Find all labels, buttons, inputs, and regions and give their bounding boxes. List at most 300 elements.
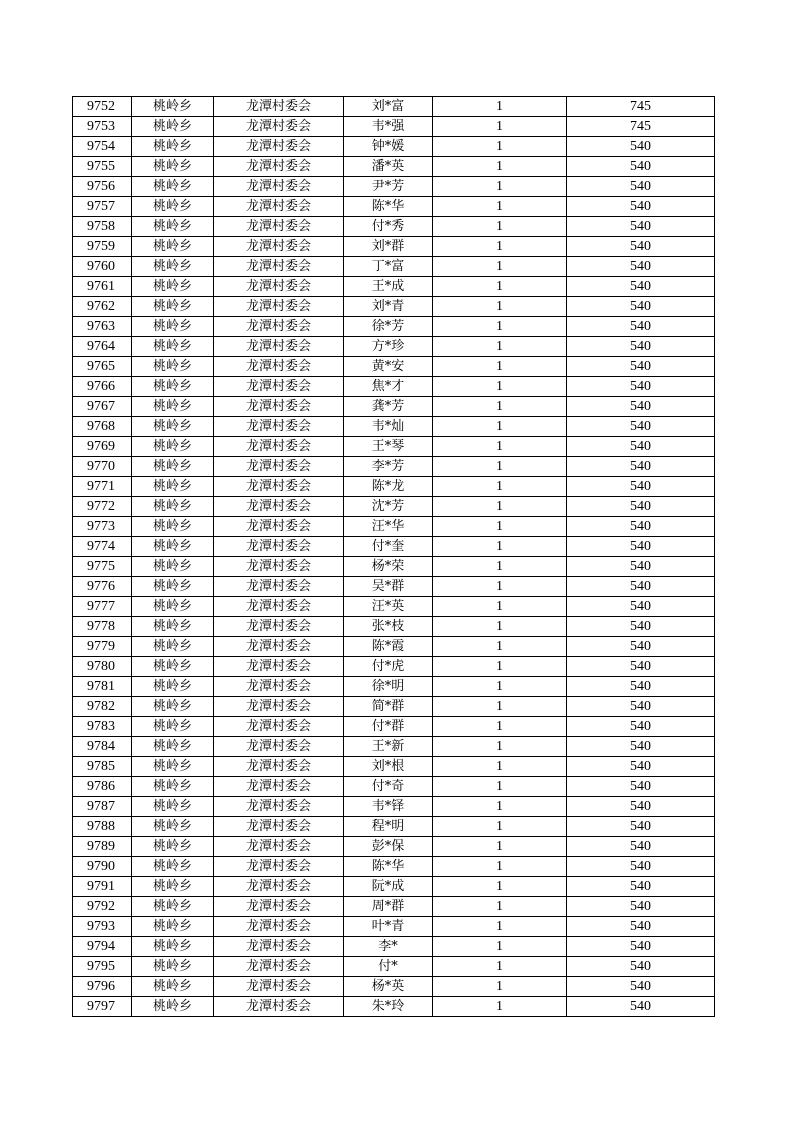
township-cell: 桃岭乡 [132, 937, 214, 957]
name-cell: 叶*青 [344, 917, 433, 937]
village-committee-cell: 龙潭村委会 [214, 197, 344, 217]
township-cell: 桃岭乡 [132, 977, 214, 997]
amount-cell: 540 [567, 357, 715, 377]
village-committee-cell: 龙潭村委会 [214, 697, 344, 717]
village-committee-cell: 龙潭村委会 [214, 777, 344, 797]
serial-number-cell: 9757 [73, 197, 132, 217]
serial-number-cell: 9756 [73, 177, 132, 197]
village-committee-cell: 龙潭村委会 [214, 157, 344, 177]
serial-number-cell: 9782 [73, 697, 132, 717]
count-cell: 1 [433, 397, 567, 417]
table-row [73, 257, 715, 277]
village-committee-cell: 龙潭村委会 [214, 297, 344, 317]
amount-cell: 540 [567, 737, 715, 757]
township-cell: 桃岭乡 [132, 377, 214, 397]
name-cell: 张*枝 [344, 617, 433, 637]
amount-cell: 540 [567, 697, 715, 717]
table-row [73, 397, 715, 417]
village-committee-cell: 龙潭村委会 [214, 377, 344, 397]
village-committee-cell: 龙潭村委会 [214, 317, 344, 337]
township-cell: 桃岭乡 [132, 197, 214, 217]
amount-cell: 540 [567, 877, 715, 897]
township-cell: 桃岭乡 [132, 657, 214, 677]
serial-number-cell: 9778 [73, 617, 132, 637]
amount-cell: 540 [567, 577, 715, 597]
count-cell: 1 [433, 717, 567, 737]
table-row [73, 97, 715, 117]
table-row [73, 377, 715, 397]
name-cell: 刘*根 [344, 757, 433, 777]
serial-number-cell: 9783 [73, 717, 132, 737]
count-cell: 1 [433, 237, 567, 257]
count-cell: 1 [433, 117, 567, 137]
amount-cell: 540 [567, 497, 715, 517]
village-committee-cell: 龙潭村委会 [214, 237, 344, 257]
amount-cell: 540 [567, 377, 715, 397]
table-row [73, 497, 715, 517]
name-cell: 陈*华 [344, 857, 433, 877]
amount-cell: 540 [567, 157, 715, 177]
village-committee-cell: 龙潭村委会 [214, 957, 344, 977]
table-row [73, 417, 715, 437]
count-cell: 1 [433, 777, 567, 797]
village-committee-cell: 龙潭村委会 [214, 857, 344, 877]
table-row [73, 457, 715, 477]
name-cell: 李*芳 [344, 457, 433, 477]
table-row [73, 937, 715, 957]
count-cell: 1 [433, 257, 567, 277]
township-cell: 桃岭乡 [132, 337, 214, 357]
table-row [73, 717, 715, 737]
count-cell: 1 [433, 557, 567, 577]
township-cell: 桃岭乡 [132, 677, 214, 697]
township-cell: 桃岭乡 [132, 737, 214, 757]
amount-cell: 745 [567, 117, 715, 137]
table-row [73, 677, 715, 697]
name-cell: 王*琴 [344, 437, 433, 457]
village-committee-cell: 龙潭村委会 [214, 817, 344, 837]
village-committee-cell: 龙潭村委会 [214, 397, 344, 417]
table-row [73, 137, 715, 157]
count-cell: 1 [433, 497, 567, 517]
table-row [73, 277, 715, 297]
township-cell: 桃岭乡 [132, 97, 214, 117]
name-cell: 龚*芳 [344, 397, 433, 417]
amount-cell: 540 [567, 857, 715, 877]
name-cell: 沈*芳 [344, 497, 433, 517]
serial-number-cell: 9754 [73, 137, 132, 157]
name-cell: 彭*保 [344, 837, 433, 857]
table-row [73, 997, 715, 1017]
township-cell: 桃岭乡 [132, 397, 214, 417]
serial-number-cell: 9755 [73, 157, 132, 177]
name-cell: 韦*铎 [344, 797, 433, 817]
table-row [73, 157, 715, 177]
count-cell: 1 [433, 377, 567, 397]
village-committee-cell: 龙潭村委会 [214, 717, 344, 737]
count-cell: 1 [433, 937, 567, 957]
name-cell: 陈*华 [344, 197, 433, 217]
amount-cell: 540 [567, 137, 715, 157]
amount-cell: 540 [567, 837, 715, 857]
amount-cell: 540 [567, 257, 715, 277]
count-cell: 1 [433, 157, 567, 177]
amount-cell: 540 [567, 977, 715, 997]
serial-number-cell: 9766 [73, 377, 132, 397]
township-cell: 桃岭乡 [132, 257, 214, 277]
name-cell: 方*珍 [344, 337, 433, 357]
count-cell: 1 [433, 957, 567, 977]
village-committee-cell: 龙潭村委会 [214, 937, 344, 957]
table-row [73, 517, 715, 537]
table-row [73, 837, 715, 857]
count-cell: 1 [433, 217, 567, 237]
serial-number-cell: 9797 [73, 997, 132, 1017]
serial-number-cell: 9763 [73, 317, 132, 337]
serial-number-cell: 9772 [73, 497, 132, 517]
village-committee-cell: 龙潭村委会 [214, 597, 344, 617]
count-cell: 1 [433, 137, 567, 157]
amount-cell: 745 [567, 97, 715, 117]
table-row [73, 817, 715, 837]
amount-cell: 540 [567, 417, 715, 437]
name-cell: 简*群 [344, 697, 433, 717]
township-cell: 桃岭乡 [132, 917, 214, 937]
count-cell: 1 [433, 457, 567, 477]
township-cell: 桃岭乡 [132, 177, 214, 197]
serial-number-cell: 9790 [73, 857, 132, 877]
amount-cell: 540 [567, 917, 715, 937]
township-cell: 桃岭乡 [132, 517, 214, 537]
village-committee-cell: 龙潭村委会 [214, 97, 344, 117]
amount-cell: 540 [567, 557, 715, 577]
amount-cell: 540 [567, 197, 715, 217]
township-cell: 桃岭乡 [132, 757, 214, 777]
name-cell: 付*群 [344, 717, 433, 737]
name-cell: 黄*安 [344, 357, 433, 377]
table-row [73, 477, 715, 497]
table-row [73, 237, 715, 257]
name-cell: 陈*霞 [344, 637, 433, 657]
serial-number-cell: 9768 [73, 417, 132, 437]
township-cell: 桃岭乡 [132, 577, 214, 597]
serial-number-cell: 9785 [73, 757, 132, 777]
township-cell: 桃岭乡 [132, 237, 214, 257]
amount-cell: 540 [567, 297, 715, 317]
amount-cell: 540 [567, 217, 715, 237]
count-cell: 1 [433, 337, 567, 357]
subsidy-table [72, 96, 715, 1017]
name-cell: 尹*芳 [344, 177, 433, 197]
amount-cell: 540 [567, 757, 715, 777]
table-row [73, 617, 715, 637]
amount-cell: 540 [567, 317, 715, 337]
table-row [73, 637, 715, 657]
village-committee-cell: 龙潭村委会 [214, 577, 344, 597]
amount-cell: 540 [567, 477, 715, 497]
amount-cell: 540 [567, 797, 715, 817]
amount-cell: 540 [567, 537, 715, 557]
table-row [73, 857, 715, 877]
count-cell: 1 [433, 597, 567, 617]
serial-number-cell: 9796 [73, 977, 132, 997]
amount-cell: 540 [567, 677, 715, 697]
village-committee-cell: 龙潭村委会 [214, 637, 344, 657]
serial-number-cell: 9786 [73, 777, 132, 797]
table-row [73, 337, 715, 357]
name-cell: 刘*富 [344, 97, 433, 117]
serial-number-cell: 9774 [73, 537, 132, 557]
count-cell: 1 [433, 417, 567, 437]
village-committee-cell: 龙潭村委会 [214, 177, 344, 197]
table-row [73, 917, 715, 937]
count-cell: 1 [433, 817, 567, 837]
name-cell: 徐*芳 [344, 317, 433, 337]
amount-cell: 540 [567, 717, 715, 737]
village-committee-cell: 龙潭村委会 [214, 657, 344, 677]
serial-number-cell: 9761 [73, 277, 132, 297]
table-row [73, 357, 715, 377]
name-cell: 陈*龙 [344, 477, 433, 497]
count-cell: 1 [433, 697, 567, 717]
village-committee-cell: 龙潭村委会 [214, 617, 344, 637]
table-row [73, 537, 715, 557]
table-row [73, 317, 715, 337]
count-cell: 1 [433, 757, 567, 777]
serial-number-cell: 9758 [73, 217, 132, 237]
table-row [73, 957, 715, 977]
amount-cell: 540 [567, 637, 715, 657]
village-committee-cell: 龙潭村委会 [214, 537, 344, 557]
village-committee-cell: 龙潭村委会 [214, 497, 344, 517]
name-cell: 王*新 [344, 737, 433, 757]
serial-number-cell: 9762 [73, 297, 132, 317]
name-cell: 付*秀 [344, 217, 433, 237]
amount-cell: 540 [567, 597, 715, 617]
township-cell: 桃岭乡 [132, 717, 214, 737]
village-committee-cell: 龙潭村委会 [214, 557, 344, 577]
township-cell: 桃岭乡 [132, 837, 214, 857]
township-cell: 桃岭乡 [132, 157, 214, 177]
name-cell: 潘*英 [344, 157, 433, 177]
name-cell: 杨*英 [344, 977, 433, 997]
name-cell: 付* [344, 957, 433, 977]
table-row [73, 597, 715, 617]
serial-number-cell: 9781 [73, 677, 132, 697]
count-cell: 1 [433, 897, 567, 917]
amount-cell: 540 [567, 517, 715, 537]
name-cell: 程*明 [344, 817, 433, 837]
table-row [73, 437, 715, 457]
table-row [73, 897, 715, 917]
village-committee-cell: 龙潭村委会 [214, 217, 344, 237]
count-cell: 1 [433, 617, 567, 637]
table-row [73, 577, 715, 597]
village-committee-cell: 龙潭村委会 [214, 757, 344, 777]
amount-cell: 540 [567, 617, 715, 637]
township-cell: 桃岭乡 [132, 297, 214, 317]
serial-number-cell: 9776 [73, 577, 132, 597]
serial-number-cell: 9764 [73, 337, 132, 357]
township-cell: 桃岭乡 [132, 477, 214, 497]
table-row [73, 177, 715, 197]
amount-cell: 540 [567, 817, 715, 837]
count-cell: 1 [433, 677, 567, 697]
count-cell: 1 [433, 997, 567, 1017]
village-committee-cell: 龙潭村委会 [214, 917, 344, 937]
name-cell: 李* [344, 937, 433, 957]
village-committee-cell: 龙潭村委会 [214, 737, 344, 757]
name-cell: 朱*玲 [344, 997, 433, 1017]
name-cell: 徐*明 [344, 677, 433, 697]
village-committee-cell: 龙潭村委会 [214, 797, 344, 817]
township-cell: 桃岭乡 [132, 417, 214, 437]
township-cell: 桃岭乡 [132, 817, 214, 837]
serial-number-cell: 9769 [73, 437, 132, 457]
serial-number-cell: 9773 [73, 517, 132, 537]
serial-number-cell: 9759 [73, 237, 132, 257]
serial-number-cell: 9775 [73, 557, 132, 577]
serial-number-cell: 9784 [73, 737, 132, 757]
count-cell: 1 [433, 277, 567, 297]
amount-cell: 540 [567, 457, 715, 477]
name-cell: 丁*富 [344, 257, 433, 277]
count-cell: 1 [433, 517, 567, 537]
serial-number-cell: 9792 [73, 897, 132, 917]
table-body [73, 97, 715, 1017]
amount-cell: 540 [567, 177, 715, 197]
serial-number-cell: 9788 [73, 817, 132, 837]
serial-number-cell: 9787 [73, 797, 132, 817]
township-cell: 桃岭乡 [132, 597, 214, 617]
amount-cell: 540 [567, 657, 715, 677]
count-cell: 1 [433, 177, 567, 197]
count-cell: 1 [433, 357, 567, 377]
township-cell: 桃岭乡 [132, 697, 214, 717]
township-cell: 桃岭乡 [132, 637, 214, 657]
amount-cell: 540 [567, 957, 715, 977]
township-cell: 桃岭乡 [132, 777, 214, 797]
amount-cell: 540 [567, 237, 715, 257]
table-row [73, 557, 715, 577]
township-cell: 桃岭乡 [132, 897, 214, 917]
village-committee-cell: 龙潭村委会 [214, 477, 344, 497]
township-cell: 桃岭乡 [132, 357, 214, 377]
count-cell: 1 [433, 737, 567, 757]
township-cell: 桃岭乡 [132, 217, 214, 237]
serial-number-cell: 9779 [73, 637, 132, 657]
township-cell: 桃岭乡 [132, 957, 214, 977]
serial-number-cell: 9771 [73, 477, 132, 497]
amount-cell: 540 [567, 997, 715, 1017]
township-cell: 桃岭乡 [132, 877, 214, 897]
serial-number-cell: 9753 [73, 117, 132, 137]
count-cell: 1 [433, 797, 567, 817]
count-cell: 1 [433, 877, 567, 897]
township-cell: 桃岭乡 [132, 557, 214, 577]
name-cell: 韦*灿 [344, 417, 433, 437]
name-cell: 阮*成 [344, 877, 433, 897]
serial-number-cell: 9791 [73, 877, 132, 897]
village-committee-cell: 龙潭村委会 [214, 357, 344, 377]
name-cell: 汪*华 [344, 517, 433, 537]
township-cell: 桃岭乡 [132, 317, 214, 337]
serial-number-cell: 9765 [73, 357, 132, 377]
table-row [73, 977, 715, 997]
serial-number-cell: 9770 [73, 457, 132, 477]
amount-cell: 540 [567, 897, 715, 917]
village-committee-cell: 龙潭村委会 [214, 677, 344, 697]
name-cell: 王*成 [344, 277, 433, 297]
table-row [73, 877, 715, 897]
name-cell: 刘*青 [344, 297, 433, 317]
name-cell: 刘*群 [344, 237, 433, 257]
village-committee-cell: 龙潭村委会 [214, 877, 344, 897]
serial-number-cell: 9795 [73, 957, 132, 977]
township-cell: 桃岭乡 [132, 277, 214, 297]
township-cell: 桃岭乡 [132, 537, 214, 557]
amount-cell: 540 [567, 337, 715, 357]
township-cell: 桃岭乡 [132, 457, 214, 477]
table-row [73, 697, 715, 717]
village-committee-cell: 龙潭村委会 [214, 257, 344, 277]
village-committee-cell: 龙潭村委会 [214, 977, 344, 997]
village-committee-cell: 龙潭村委会 [214, 837, 344, 857]
serial-number-cell: 9767 [73, 397, 132, 417]
table-row [73, 737, 715, 757]
village-committee-cell: 龙潭村委会 [214, 277, 344, 297]
township-cell: 桃岭乡 [132, 137, 214, 157]
village-committee-cell: 龙潭村委会 [214, 517, 344, 537]
village-committee-cell: 龙潭村委会 [214, 437, 344, 457]
table-row [73, 777, 715, 797]
table-row [73, 217, 715, 237]
name-cell: 钟*媛 [344, 137, 433, 157]
amount-cell: 540 [567, 397, 715, 417]
name-cell: 杨*荣 [344, 557, 433, 577]
village-committee-cell: 龙潭村委会 [214, 137, 344, 157]
serial-number-cell: 9793 [73, 917, 132, 937]
township-cell: 桃岭乡 [132, 857, 214, 877]
count-cell: 1 [433, 977, 567, 997]
amount-cell: 540 [567, 777, 715, 797]
township-cell: 桃岭乡 [132, 617, 214, 637]
village-committee-cell: 龙潭村委会 [214, 997, 344, 1017]
village-committee-cell: 龙潭村委会 [214, 337, 344, 357]
table-row [73, 197, 715, 217]
name-cell: 吴*群 [344, 577, 433, 597]
table-row [73, 657, 715, 677]
name-cell: 汪*英 [344, 597, 433, 617]
table-row [73, 117, 715, 137]
name-cell: 周*群 [344, 897, 433, 917]
count-cell: 1 [433, 837, 567, 857]
village-committee-cell: 龙潭村委会 [214, 417, 344, 437]
count-cell: 1 [433, 637, 567, 657]
village-committee-cell: 龙潭村委会 [214, 897, 344, 917]
count-cell: 1 [433, 297, 567, 317]
name-cell: 韦*强 [344, 117, 433, 137]
amount-cell: 540 [567, 437, 715, 457]
count-cell: 1 [433, 577, 567, 597]
count-cell: 1 [433, 197, 567, 217]
table-row [73, 757, 715, 777]
name-cell: 付*虎 [344, 657, 433, 677]
village-committee-cell: 龙潭村委会 [214, 117, 344, 137]
serial-number-cell: 9760 [73, 257, 132, 277]
village-committee-cell: 龙潭村委会 [214, 457, 344, 477]
township-cell: 桃岭乡 [132, 117, 214, 137]
